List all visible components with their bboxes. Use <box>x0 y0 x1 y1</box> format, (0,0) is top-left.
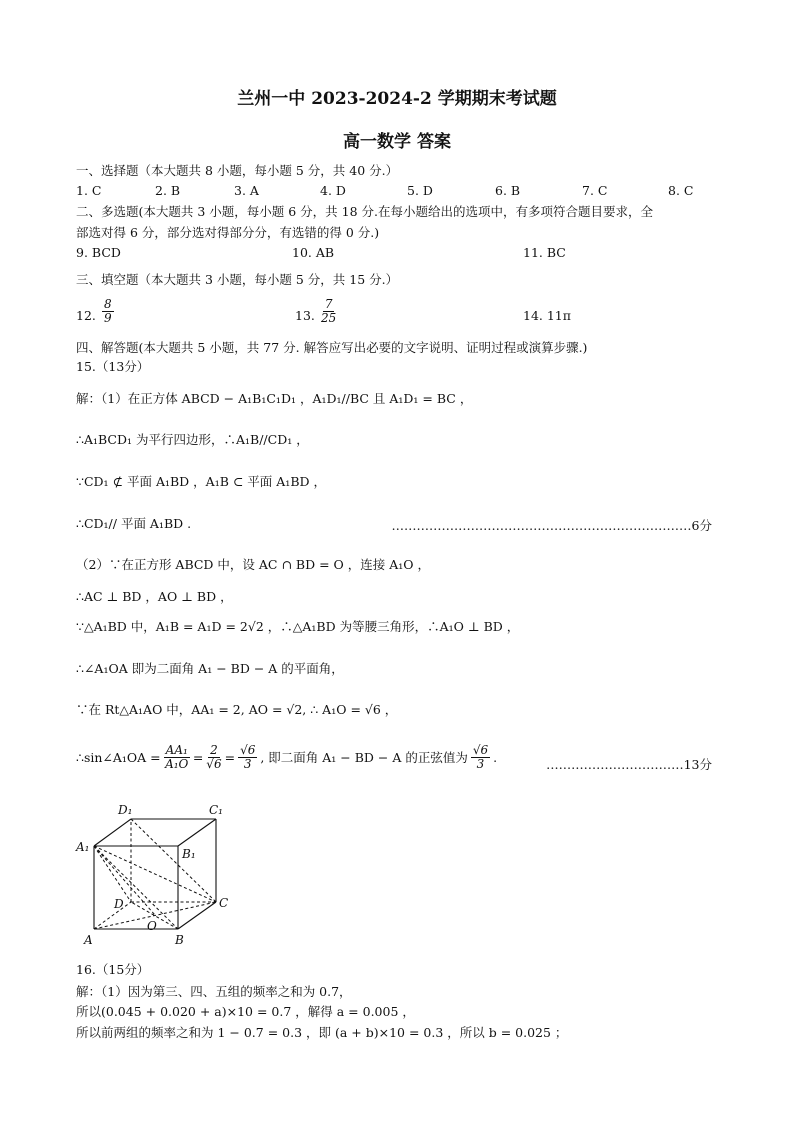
edge-a1-d1 <box>94 819 131 846</box>
answer-13-label: 13. <box>295 308 315 323</box>
answer-6: 6. B <box>495 183 521 198</box>
answer-4: 4. D <box>320 183 346 198</box>
section4-heading: 四、解答题(本大题共 5 小题，共 77 分. 解答应写出必要的文字说明、证明过程或演算步骤.) <box>76 340 588 355</box>
answer-10: 10. AB <box>292 245 335 260</box>
fraction-denominator: 9 <box>104 311 112 325</box>
answer-5: 5. D <box>407 183 433 198</box>
label-b: B <box>175 933 184 947</box>
fraction-denominator: 25 <box>321 311 337 325</box>
conclusion-text: , 即二面角 A₁ − BD − A 的正弦值为 <box>260 749 468 765</box>
label-b1: B₁ <box>182 847 196 861</box>
fraction-numerator: √6 <box>472 743 489 757</box>
q15-line-9: ∵在 Rt△A₁AO 中，AA₁ = 2, AO = √2, ∴ A₁O = √6 ， <box>76 702 398 717</box>
answer-12-label: 12. <box>76 308 96 323</box>
answer-9: 9. BCD <box>76 245 121 260</box>
section2-answers <box>76 245 716 261</box>
q15-line-2: ∴A₁BCD₁ 为平行四边形，∴A₁B//CD₁ ， <box>76 432 309 447</box>
diag-a1-b <box>94 846 178 929</box>
q15-line-6: ∴AC ⊥ BD ，AO ⊥ BD ， <box>76 589 233 604</box>
q16-label: 16.（15分） <box>76 962 150 977</box>
q15-line-7: ∵△A₁BD 中，A₁B = A₁D = 2√2 ，∴△A₁BD 为等腰三角形，∴A₁O ⊥ BD ， <box>76 619 520 634</box>
fraction-denominator: 3 <box>243 757 252 771</box>
label-a: A <box>84 933 93 947</box>
label-a1: A₁ <box>76 840 90 854</box>
score-13: ……………………………13分 <box>546 757 712 772</box>
section3-heading: 三、填空题（本大题共 3 小题，每小题 5 分，共 15 分.） <box>76 272 399 287</box>
section2-heading-2: 部选对得 6 分，部分选对得部分分，有选错的得 0 分.) <box>76 225 380 240</box>
fraction-root6-3 <box>238 744 257 771</box>
fraction-denominator: A₁O <box>165 757 189 771</box>
diag-a1-o <box>94 846 155 915</box>
fraction-numerator: 8 <box>104 297 112 311</box>
answer-12-fraction <box>102 298 114 325</box>
section1-answers <box>76 183 716 199</box>
label-d1: D₁ <box>118 803 133 817</box>
fraction-answer <box>471 744 490 771</box>
answer-2: 2. B <box>155 183 181 198</box>
fraction-numerator: √6 <box>240 743 256 757</box>
label-c: C <box>219 896 229 910</box>
equals-sign: = <box>224 749 236 765</box>
answer-1: 1. C <box>76 183 102 198</box>
fraction-denominator: 3 <box>476 757 485 771</box>
q15-line-8: ∴∠A₁OA 即为二面角 A₁ − BD − A 的平面角， <box>76 661 344 676</box>
q16-line-3: 所以前两组的频率之和为 1 − 0.7 = 0.3 ，即 (a + b)×10 = 0.3 ，所以 b = 0.025 ； <box>76 1025 568 1040</box>
answer-14: 14. 11π <box>523 308 571 323</box>
answer-13-fraction <box>321 298 336 325</box>
fraction-aa1-a1o <box>164 744 190 771</box>
answer-7: 7. C <box>582 183 608 198</box>
q15-line-3: ∵CD₁ ⊄ 平面 A₁BD ，A₁B ⊂ 平面 A₁BD ， <box>76 474 327 489</box>
fraction-numerator: 2 <box>210 743 218 757</box>
equals-sign: = <box>192 749 204 765</box>
page-title: 兰州一中 2023-2024-2 学期期末考试题 <box>237 89 557 109</box>
q15-line-1: 解：（1）在正方体 ABCD − A₁B₁C₁D₁ ，A₁D₁//BC 且 A₁D₁ = BC ， <box>76 391 473 406</box>
page-subtitle: 高一数学 答案 <box>343 132 451 152</box>
answer-8: 8. C <box>668 183 694 198</box>
fraction-numerator: AA₁ <box>165 743 188 757</box>
score-6: ………………………………………………………………6分 <box>391 518 712 533</box>
q16-line-2: 所以(0.045 + 0.020 + a)×10 = 0.7 ，解得 a = 0.005 ， <box>76 1004 415 1019</box>
fraction-numerator: 7 <box>324 297 333 311</box>
q15-label: 15.（13分） <box>76 359 150 374</box>
fraction-denominator: √6 <box>206 757 222 771</box>
answer-11: 11. BC <box>523 245 566 260</box>
fraction-2-root6 <box>206 744 221 771</box>
q15-line-10 <box>76 744 497 771</box>
label-c1: C₁ <box>209 803 223 817</box>
cube-figure <box>74 798 244 950</box>
diag-a1-d <box>94 846 131 902</box>
edge-b1-c1 <box>178 819 216 846</box>
section1-heading: 一、选择题（本大题共 8 小题，每小题 5 分，共 40 分.） <box>76 163 399 178</box>
period: . <box>493 749 498 765</box>
section2-heading-1: 二、多选题(本大题共 3 小题，每小题 6 分，共 18 分.在每小题给出的选项中，有多项符合题目要求，全 <box>76 204 654 219</box>
answer-3: 3. A <box>234 183 259 198</box>
q15-line-5: （2）∵在正方形 ABCD 中，设 AC ∩ BD = O ，连接 A₁O ， <box>76 557 430 572</box>
q15-line-4: ∴CD₁// 平面 A₁BD . <box>76 516 192 531</box>
section3-answers <box>76 298 716 334</box>
label-d: D <box>114 897 124 911</box>
diag-d1-c <box>131 819 216 902</box>
q16-line-1: 解：（1）因为第三、四、五组的频率之和为 0.7， <box>76 984 352 999</box>
label-o: O <box>147 919 157 933</box>
sin-prefix: ∴sin∠A₁OA = <box>76 749 161 765</box>
